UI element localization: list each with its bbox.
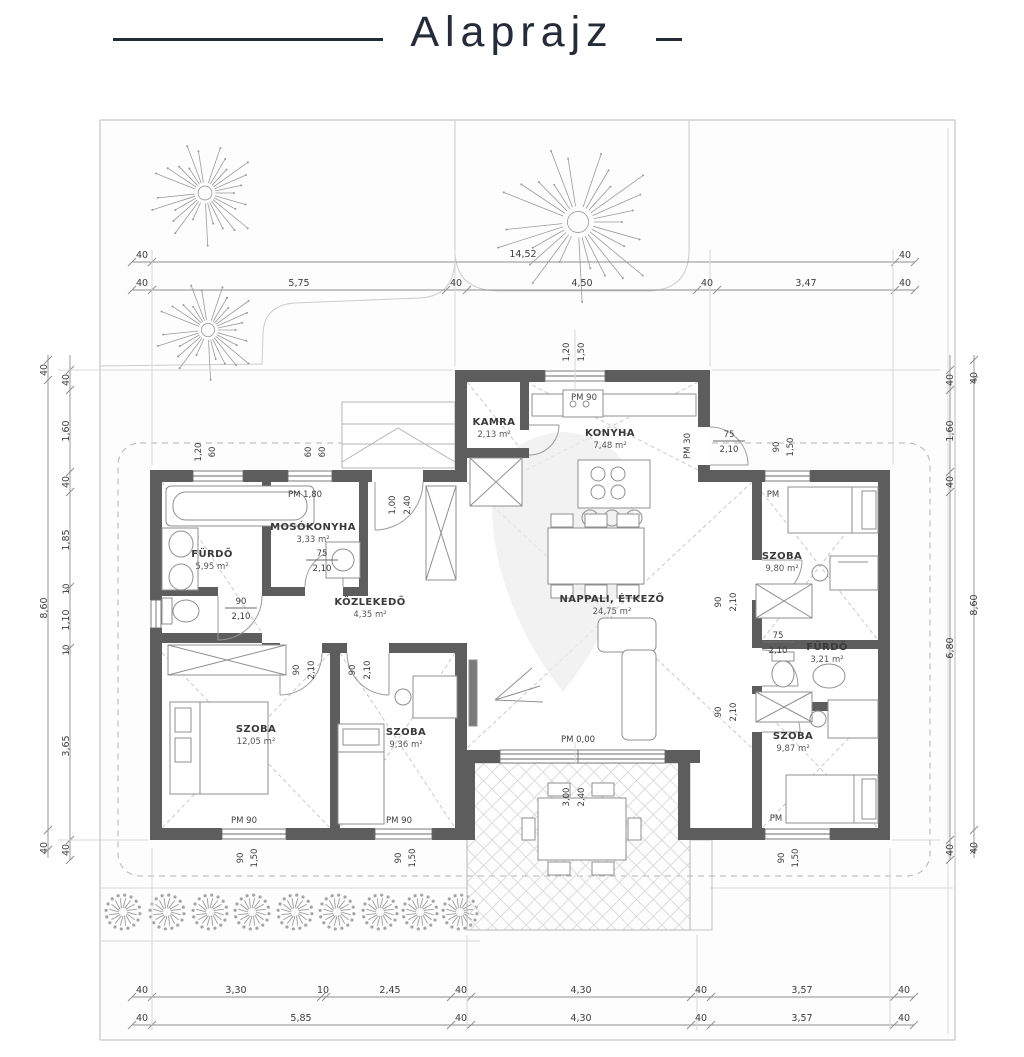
bed-icon (170, 702, 268, 794)
room-name: SZOBA (761, 551, 803, 562)
dim-label: 5,75 (288, 278, 310, 289)
wardrobe-icon (756, 692, 812, 722)
room-name: SZOBA (385, 727, 427, 738)
dim-label: 40 (694, 1013, 708, 1024)
room-area: 9,80 m² (765, 564, 799, 574)
dim-label: 3,57 (791, 1013, 813, 1024)
dim-label: 40 (694, 985, 708, 996)
dim-label: 40 (969, 841, 980, 855)
room-area: 5,95 m² (195, 562, 229, 572)
room-area: 3,21 m² (810, 655, 844, 665)
dim-label: 5,85 (290, 1013, 312, 1024)
dim-label: 40 (135, 278, 149, 289)
room-name: NAPPALI, ÉTKEZŐ (559, 594, 665, 605)
bed-icon (786, 775, 878, 823)
room-name: SZOBA (235, 724, 277, 735)
parapet-label: PM 90 (571, 393, 597, 403)
room-area: 2,13 m² (477, 430, 511, 440)
dim-label: 4,30 (570, 985, 592, 996)
room-area: 9,87 m² (776, 744, 810, 754)
tv-bench-icon (469, 660, 477, 726)
window-size: 1,50 (408, 848, 418, 868)
window-size: 1,50 (577, 342, 587, 362)
sink-icon (169, 531, 193, 557)
door-size: 2,10 (729, 592, 739, 612)
dim-label: 6,80 (945, 637, 956, 659)
dim-label: 40 (135, 250, 149, 261)
dim-label: 40 (39, 841, 50, 855)
bed-icon (338, 724, 384, 824)
door-size: 2,10 (768, 646, 788, 656)
door-size: 2,10 (307, 660, 317, 680)
door-size: 90 (235, 597, 247, 607)
parapet-label: PM 30 (683, 433, 693, 459)
parapet-label: PM (769, 814, 783, 824)
parapet-label: PM 1,80 (287, 490, 323, 500)
door-size: 2,10 (363, 660, 373, 680)
window-size: 90 (777, 852, 787, 864)
door-size: 2,10 (231, 612, 251, 622)
sink-icon (169, 564, 193, 590)
window-size: 60 (304, 446, 314, 458)
room-area: 4,35 m² (353, 610, 387, 620)
door-size: 90 (714, 596, 724, 608)
toilet-icon (162, 598, 172, 624)
door-size: 2,40 (577, 787, 587, 807)
room-name: KÖZLEKEDŐ (334, 597, 406, 608)
room-name: MOSÓKONYHA (270, 522, 356, 533)
dim-label: 1,60 (945, 420, 956, 442)
window-size: 90 (394, 852, 404, 864)
room-area: 3,33 m² (296, 535, 330, 545)
door-size: 2,10 (729, 702, 739, 722)
parapet-label: PM 90 (231, 816, 257, 826)
door-size: 90 (292, 664, 302, 676)
door-size: 1,00 (388, 495, 398, 515)
room-area: 7,48 m² (593, 441, 627, 451)
dim-label: 10 (316, 985, 330, 996)
dim-label: 1,60 (61, 420, 72, 442)
dim-label: 1,85 (61, 529, 72, 551)
room-name: FÜRDŐ (806, 642, 848, 653)
room-area: 24,75 m² (592, 607, 632, 617)
dim-label: 40 (945, 475, 956, 489)
dim-label: 40 (898, 278, 912, 289)
window-size: 60 (318, 446, 328, 458)
dim-label: 40 (135, 1013, 149, 1024)
dim-label: 40 (897, 985, 911, 996)
room-area: 12,05 m² (236, 737, 276, 747)
room-name: KAMRA (472, 417, 516, 428)
dim-label: 40 (61, 475, 72, 489)
parapet-label: PM (766, 490, 780, 500)
level-label: PM 0,00 (560, 735, 596, 745)
window-size: 90 (236, 852, 246, 864)
sink-icon (813, 664, 845, 688)
door-size: 90 (348, 664, 358, 676)
door-size: 2,10 (312, 564, 332, 574)
dim-label: 40 (897, 1013, 911, 1024)
wardrobe-icon (470, 458, 522, 506)
door-size: 90 (714, 706, 724, 718)
dim-label: 40 (700, 278, 714, 289)
dim-label: 10 (62, 583, 72, 595)
door-size: 2,40 (403, 495, 413, 515)
kitchen-island-icon (578, 460, 650, 508)
window-size: 60 (208, 446, 218, 458)
wardrobe-icon (426, 486, 456, 580)
window-size: 1,50 (791, 848, 801, 868)
dim-label: 4,30 (570, 1013, 592, 1024)
parapet-label: PM 90 (386, 816, 412, 826)
room-name: SZOBA (772, 731, 814, 742)
dim-label: 40 (39, 363, 50, 377)
window-size: 1,50 (250, 848, 260, 868)
door-size: 2,10 (719, 445, 739, 455)
dim-label: 14,52 (509, 249, 537, 260)
dim-label: 40 (454, 1013, 468, 1024)
room-area: 9,36 m² (389, 740, 423, 750)
dim-label: 3,65 (61, 735, 72, 757)
dim-label: 3,47 (795, 278, 817, 289)
window-size: 1,20 (194, 442, 204, 462)
dim-label: 2,45 (379, 985, 401, 996)
door-size: 75 (723, 430, 735, 440)
dim-label: 40 (449, 278, 463, 289)
dim-label: 1,10 (61, 609, 72, 631)
bed-icon (788, 487, 878, 533)
dim-label: 10 (62, 644, 72, 656)
door-size: 75 (772, 631, 784, 641)
dim-label: 3,57 (791, 985, 813, 996)
door-size: 75 (316, 549, 328, 559)
window-size: 1,50 (786, 437, 796, 457)
dim-label: 40 (135, 985, 149, 996)
dining-table-icon (548, 514, 644, 598)
dim-label: 40 (454, 985, 468, 996)
kitchen-counter-icon (532, 394, 696, 416)
dim-label: 40 (969, 371, 980, 385)
room-name: FÜRDŐ (191, 549, 233, 560)
dim-label: 3,30 (225, 985, 247, 996)
wardrobe-icon (168, 645, 286, 675)
dim-label: 40 (945, 843, 956, 857)
wardrobe-icon (756, 584, 812, 618)
dim-label: 40 (61, 373, 72, 387)
dim-label: 40 (898, 250, 912, 261)
room-name: KONYHA (585, 428, 635, 439)
dim-label: 8,60 (39, 597, 50, 619)
dim-label: 40 (61, 843, 72, 857)
page-title: Alaprajz (410, 8, 614, 56)
dim-label: 4,50 (571, 278, 593, 289)
dim-label: 40 (945, 373, 956, 387)
window-size: 90 (772, 441, 782, 453)
dim-label: 8,60 (969, 594, 980, 616)
door-size: 3,00 (562, 787, 572, 807)
window-size: 1,20 (562, 342, 572, 362)
